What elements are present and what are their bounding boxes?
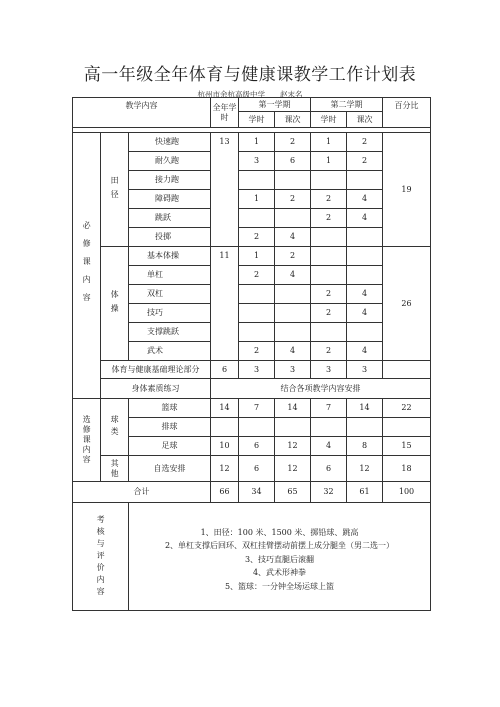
cell-s1-hours (239, 285, 275, 304)
cell-s2-lessons (347, 247, 383, 266)
cell-s1-hours: 1 (239, 133, 275, 152)
cell-pct: 18 (383, 456, 431, 482)
table-row (73, 247, 431, 266)
assessment-label: 考核与评价内容 (73, 503, 129, 611)
cell-s1-lessons (275, 171, 311, 190)
cell-s1-hours: 34 (239, 482, 275, 503)
header-sem2: 第二学期 (311, 98, 383, 112)
item-name: 投掷 (129, 228, 211, 247)
cell-year-hours: 10 (211, 437, 239, 456)
cell-pct: 15 (383, 437, 431, 456)
cell-year-hours: 12 (211, 456, 239, 482)
cell-s2-hours (311, 266, 347, 285)
cell-s2-lessons (347, 171, 383, 190)
cell-s1-hours: 3 (239, 152, 275, 171)
fitness-name: 身体素质练习 (101, 379, 211, 399)
header-sem1: 第一学期 (239, 98, 311, 112)
required-group-label: 必修课内容 (73, 133, 101, 399)
cell-s2-hours: 2 (311, 304, 347, 323)
cell-s1-lessons: 12 (275, 456, 311, 482)
cell-s2-hours (311, 228, 347, 247)
cell-s1-hours: 3 (239, 361, 275, 379)
cell-s1-lessons: 4 (275, 266, 311, 285)
item-name: 武术 (129, 342, 211, 361)
cell-s2-lessons: 61 (347, 482, 383, 503)
table-row (73, 133, 431, 152)
track-label: 田径 (101, 133, 129, 247)
cell-s2-hours: 2 (311, 209, 347, 228)
cell-s2-hours: 3 (311, 361, 347, 379)
total-label: 合计 (73, 482, 211, 503)
cell-year-hours: 14 (211, 399, 239, 418)
track-pct: 19 (383, 133, 431, 247)
table-row (73, 361, 431, 379)
document-title: 高一年级全年体育与健康课教学工作计划表 (83, 65, 417, 85)
cell-s2-lessons: 14 (347, 399, 383, 418)
item-name: 篮球 (129, 399, 211, 418)
cell-s2-hours: 1 (311, 152, 347, 171)
table-row (73, 456, 431, 482)
header-sem2-hours: 学时 (311, 112, 347, 128)
cell-s1-hours: 6 (239, 437, 275, 456)
list-item: 1、田径：100 米、1500 米、掷铅球、跳高 (200, 527, 359, 537)
table-row (73, 379, 431, 399)
cell-s2-lessons: 4 (347, 209, 383, 228)
cell-s2-hours (311, 171, 347, 190)
header-content: 教学内容 (73, 98, 211, 128)
cell-s1-hours (239, 304, 275, 323)
cell-s1-hours: 1 (239, 190, 275, 209)
cell-s1-lessons: 65 (275, 482, 311, 503)
assessment-list (129, 520, 430, 594)
item-name: 排球 (129, 418, 211, 437)
cell-s1-hours (239, 171, 275, 190)
cell-s2-lessons: 4 (347, 304, 383, 323)
cell-s1-lessons: 4 (275, 342, 311, 361)
cell-s2-lessons (347, 228, 383, 247)
header-sem2-lessons: 课次 (347, 112, 383, 128)
cell-s2-hours: 32 (311, 482, 347, 503)
cell-s1-lessons (275, 304, 311, 323)
cell-s1-lessons: 2 (275, 190, 311, 209)
cell-s2-hours: 1 (311, 133, 347, 152)
cell-year-hours: 66 (211, 482, 239, 503)
gym-pct: 26 (383, 247, 431, 361)
cell-s2-hours (311, 247, 347, 266)
cell-s2-hours: 2 (311, 285, 347, 304)
cell-s1-lessons: 3 (275, 361, 311, 379)
cell-s2-hours: 2 (311, 190, 347, 209)
total-row (73, 482, 431, 503)
header-pct: 百分比 (383, 98, 431, 128)
cell-s2-lessons (347, 323, 383, 342)
cell-s1-lessons (275, 285, 311, 304)
cell-s1-lessons (275, 209, 311, 228)
item-name: 耐久跑 (129, 152, 211, 171)
cell-pct: 100 (383, 482, 431, 503)
cell-s1-lessons: 6 (275, 152, 311, 171)
cell-s1-hours: 6 (239, 456, 275, 482)
cell-s1-hours (239, 209, 275, 228)
cell-year-hours: 6 (211, 361, 239, 379)
cell-s1-hours: 7 (239, 399, 275, 418)
cell-s2-lessons: 4 (347, 342, 383, 361)
cell-s1-lessons: 14 (275, 399, 311, 418)
other-label: 其他 (101, 456, 129, 482)
item-name: 快速跑 (129, 133, 211, 152)
theory-name: 体育与健康基础理论部分 (101, 361, 211, 379)
elective-group-label: 选修课内容 (73, 399, 101, 482)
cell-s2-lessons: 2 (347, 133, 383, 152)
cell-s1-lessons (275, 323, 311, 342)
header-sem1-hours: 学时 (239, 112, 275, 128)
item-name: 接力跑 (129, 171, 211, 190)
assessment-row (73, 503, 431, 611)
cell-s1-hours: 2 (239, 342, 275, 361)
cell-s1-hours: 1 (239, 247, 275, 266)
ball-label: 球类 (101, 399, 129, 456)
cell-s2-lessons: 4 (347, 190, 383, 209)
header-year-hours: 全年学时 (211, 98, 239, 128)
item-name: 单杠 (129, 266, 211, 285)
cell-s2-lessons: 12 (347, 456, 383, 482)
plan-table (72, 97, 431, 611)
cell-s1-lessons: 2 (275, 133, 311, 152)
cell-s1-lessons: 4 (275, 228, 311, 247)
cell-s2-hours (311, 323, 347, 342)
cell-s2-hours: 7 (311, 399, 347, 418)
header-sem1-lessons: 课次 (275, 112, 311, 128)
item-name: 障碍跑 (129, 190, 211, 209)
item-name: 双杠 (129, 285, 211, 304)
cell-s2-hours: 2 (311, 342, 347, 361)
item-name: 技巧 (129, 304, 211, 323)
header-row-1 (73, 98, 431, 112)
cell-s2-lessons: 8 (347, 437, 383, 456)
author-line: 杭州市余杭高级中学 赵末名 (197, 90, 303, 99)
cell-s1-hours: 2 (239, 266, 275, 285)
cell-s2-lessons: 4 (347, 285, 383, 304)
item-name: 足球 (129, 437, 211, 456)
cell-s2-hours: 4 (311, 437, 347, 456)
cell-s2-lessons (347, 266, 383, 285)
cell-s2-lessons: 2 (347, 152, 383, 171)
list-item: 4、武术形神拳 (252, 568, 307, 578)
cell-s2-hours: 6 (311, 456, 347, 482)
assessment-content (129, 503, 431, 611)
list-item: 2、单杠支撑后回环、双杠挂臂摆动前摆上成分腿坐（男二选一） (164, 541, 395, 551)
table-row (73, 399, 431, 418)
gym-year-hours: 11 (211, 247, 239, 361)
item-name: 基本体操 (129, 247, 211, 266)
track-year-hours: 13 (211, 133, 239, 247)
cell-s1-hours (239, 323, 275, 342)
fitness-note: 结合各项教学内容安排 (211, 379, 431, 399)
cell-s1-lessons: 2 (275, 247, 311, 266)
item-name: 自选安排 (129, 456, 211, 482)
gym-label: 体操 (101, 247, 129, 361)
list-item: 3、技巧直腿后滚翻 (244, 554, 315, 564)
cell-s2-lessons: 3 (347, 361, 383, 379)
list-item: 5、篮球：一分钟全场运球上篮 (224, 581, 335, 591)
cell-s1-hours: 2 (239, 228, 275, 247)
item-name: 跳跃 (129, 209, 211, 228)
item-name: 支撑跳跃 (129, 323, 211, 342)
cell-s1-lessons: 12 (275, 437, 311, 456)
cell-pct: 22 (383, 399, 431, 418)
